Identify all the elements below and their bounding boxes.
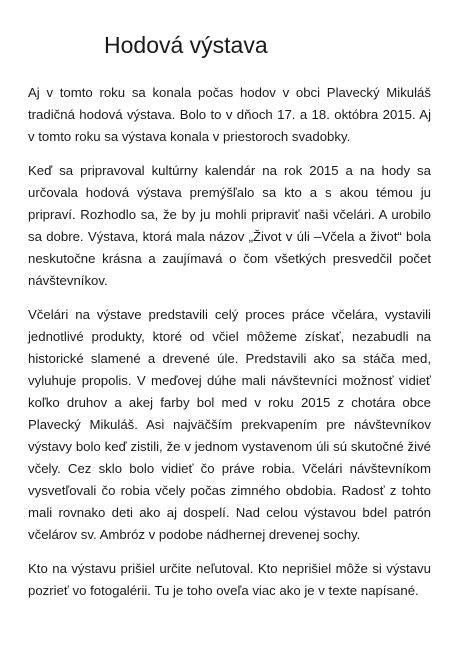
document-title: Hodová výstava [104,32,268,58]
paragraph-3: Včelári na výstave predstavili celý proces práce včelára, vystavili jednotlivé produkty, ktoré od včiel môžeme získať, nezabudli na historické slamené a drevené úle. Predstavili ako sa stáča med, vyluhuje propolis. V meďovej dúhe mali návštevníci možnosť vidieť koľko druhov a akej farby bol med v roku 2015 z chotára obce Plavecký Mikuláš. Asi najväčším prekvapením pre návštevníkov výstavy bolo keď zistili, že v jednom vystavenom úli sú skutočné živé včely. Cez sklo bolo vidieť čo práve robia. Včelári návštevníkom vysvetľovali čo robia včely počas zimného obdobia. Radosť z tohto mali rovnako deti ako aj dospelí. Nad celou výstavou bdel patrón včelárov sv. Ambróz v podobe nádhernej drevenej sochy. [28,307,431,542]
paragraph-4: Kto na výstavu prišiel určite neľutoval. Kto neprišiel môže si výstavu pozrieť vo fotogalérii. Tu je toho oveľa viac ako je v texte napísané. [28,561,431,598]
paragraph-2: Keď sa pripravoval kultúrny kalendár na rok 2015 a na hody sa určovala hodová výstava premýšľalo sa kto a s akou témou ju pripraví. Rozhodlo sa, že by ju mohli pripraviť naši včelári. A urobilo sa dobre. Výstava, ktorá mala názov „Život v úli –Včela a život“ bola neskutočne krásna a zaujímavá o čom všetkých presvedčil počet návštevníkov. [28,163,431,288]
paragraph-1: Aj v tomto roku sa konala počas hodov v obci Plavecký Mikuláš tradičná hodová výstava. Bolo to v dňoch 17. a 18. októbra 2015. Aj v tomto roku sa výstava konala v priestoroch svadobky. [28,85,431,144]
